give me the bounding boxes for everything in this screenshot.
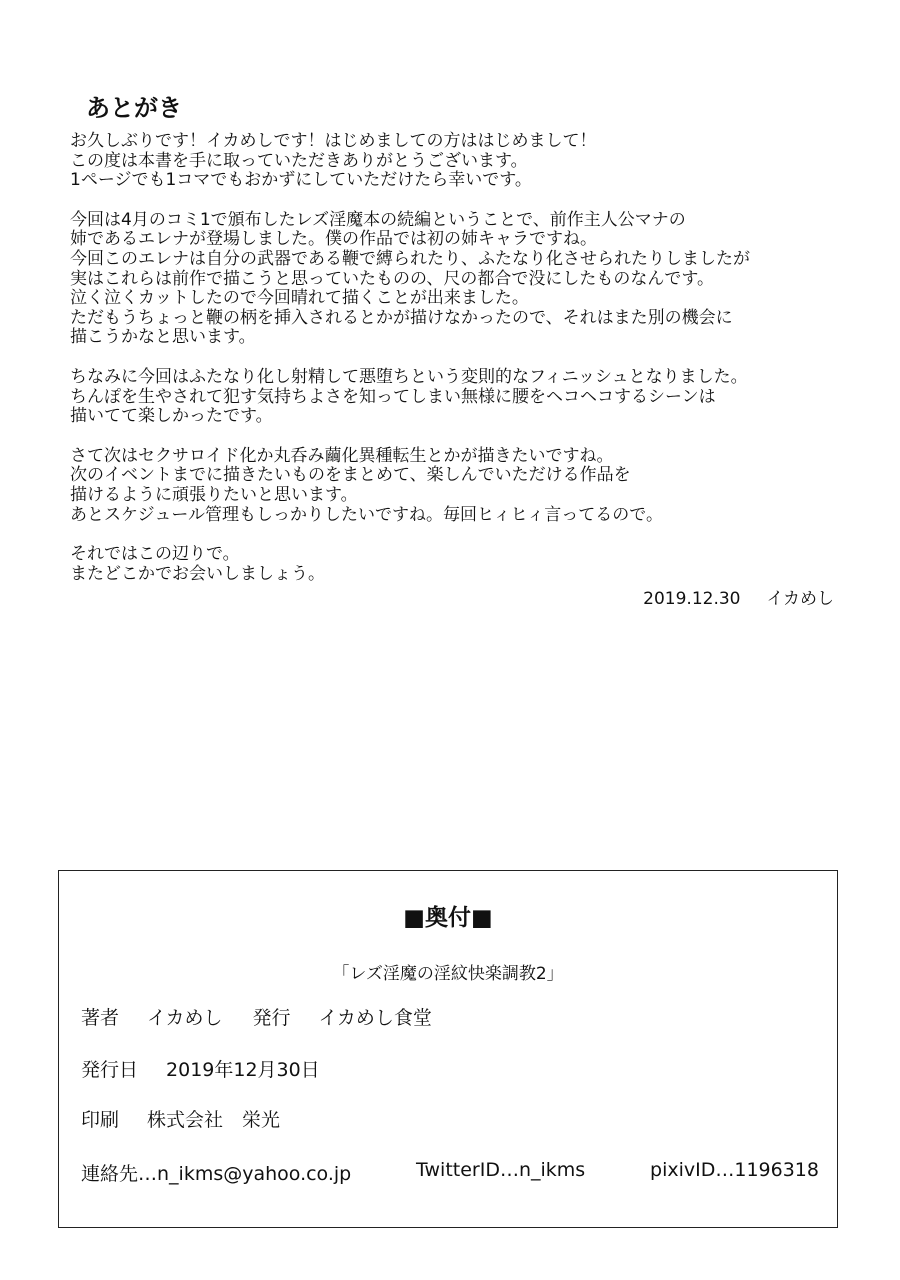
afterword-paragraph (70, 132, 870, 191)
afterword-line: またどこかでお会いしましょう。 (70, 563, 325, 584)
printer-label: 印刷 (81, 1109, 120, 1131)
afterword-signature (643, 584, 834, 609)
author-name: イカめし (147, 1007, 223, 1029)
afterword-line: 今回このエレナは自分の武器である鞭で縛られたり、ふたなり化させられたりしましたが (70, 248, 750, 269)
afterword-line: さて次はセクサロイド化か丸呑み繭化異種転生とかが描きたいですね。 (70, 445, 614, 466)
pixiv-id: pixivID…1196318 (650, 1159, 819, 1181)
afterword-line: お久しぶりです！イカめしです！はじめましての方ははじめまして！ (70, 131, 597, 151)
afterword-body (70, 132, 870, 604)
afterword-line: ただもうちょっと鞭の柄を挿入されるとかが描けなかったので、それはまた別の機会に (70, 307, 733, 328)
afterword-date: 2019.12.30 (643, 589, 741, 609)
twitter-id: TwitterID…n_ikms (416, 1159, 586, 1181)
afterword-line: ちなみに今回はふたなり化し射精して悪堕ちという変則的なフィニッシュとなりました。 (70, 366, 748, 387)
printer-name: 株式会社 栄光 (147, 1109, 281, 1131)
colophon-heading: ■奥付■ (403, 905, 493, 931)
issue-date-row (81, 1055, 320, 1082)
afterword-line: 今回は4月のコミ1で頒布したレズ淫魔本の続編ということで、前作主人公マナの (70, 209, 686, 230)
afterword-line: 描こうかなと思います。 (70, 327, 256, 348)
contact-row (81, 1159, 819, 1186)
afterword-line: 姉であるエレナが登場しました。僕の作品では初の姉キャラですね。 (70, 229, 597, 250)
afterword-line: あとスケジュール管理もしっかりしたいですね。毎回ヒィヒィ言ってるので。 (70, 504, 663, 525)
author-label: 著者 (81, 1007, 120, 1029)
afterword-paragraph (70, 211, 870, 348)
afterword-paragraph (70, 447, 870, 525)
afterword-line: 1ページでも1コマでもおかずにしていただけたら幸いです。 (70, 170, 532, 191)
publisher-name: イカめし食堂 (318, 1007, 432, 1029)
afterword-line: それではこの辺りで。 (70, 544, 240, 565)
colophon-box (58, 870, 838, 1228)
afterword-paragraph (70, 545, 870, 584)
afterword-title: あとがき (86, 94, 182, 122)
printer-row (81, 1105, 280, 1132)
afterword-line: ちんぽを生やされて犯す気持ちよさを知ってしまい無様に腰をヘコヘコするシーンは (70, 386, 716, 407)
publisher-label: 発行 (252, 1007, 291, 1029)
afterword-author: イカめし (766, 589, 834, 609)
afterword-paragraph (70, 368, 870, 427)
credits-row (81, 1003, 432, 1030)
contact-email: 連絡先…n_ikms@yahoo.co.jp (81, 1163, 352, 1185)
book-title: 「レズ淫魔の淫紋快楽調教2」 (332, 964, 564, 984)
afterword-line: 実はこれらは前作で描こうと思っていたものの、尺の都合で没にしたものなんです。 (70, 268, 714, 289)
afterword-line: 描けるように頑張りたいと思います。 (70, 484, 358, 505)
issue-date-label: 発行日 (81, 1059, 139, 1081)
afterword-line: 泣く泣くカットしたので今回晴れて描くことが出来ました。 (70, 288, 529, 309)
afterword-line: 次のイベントまでに描きたいものをまとめて、楽しんでいただける作品を (70, 465, 631, 486)
afterword-line: 描いてて楽しかったです。 (70, 406, 273, 427)
issue-date: 2019年12月30日 (166, 1059, 320, 1081)
afterword-line: この度は本書を手に取っていただきありがとうございます。 (70, 150, 528, 171)
